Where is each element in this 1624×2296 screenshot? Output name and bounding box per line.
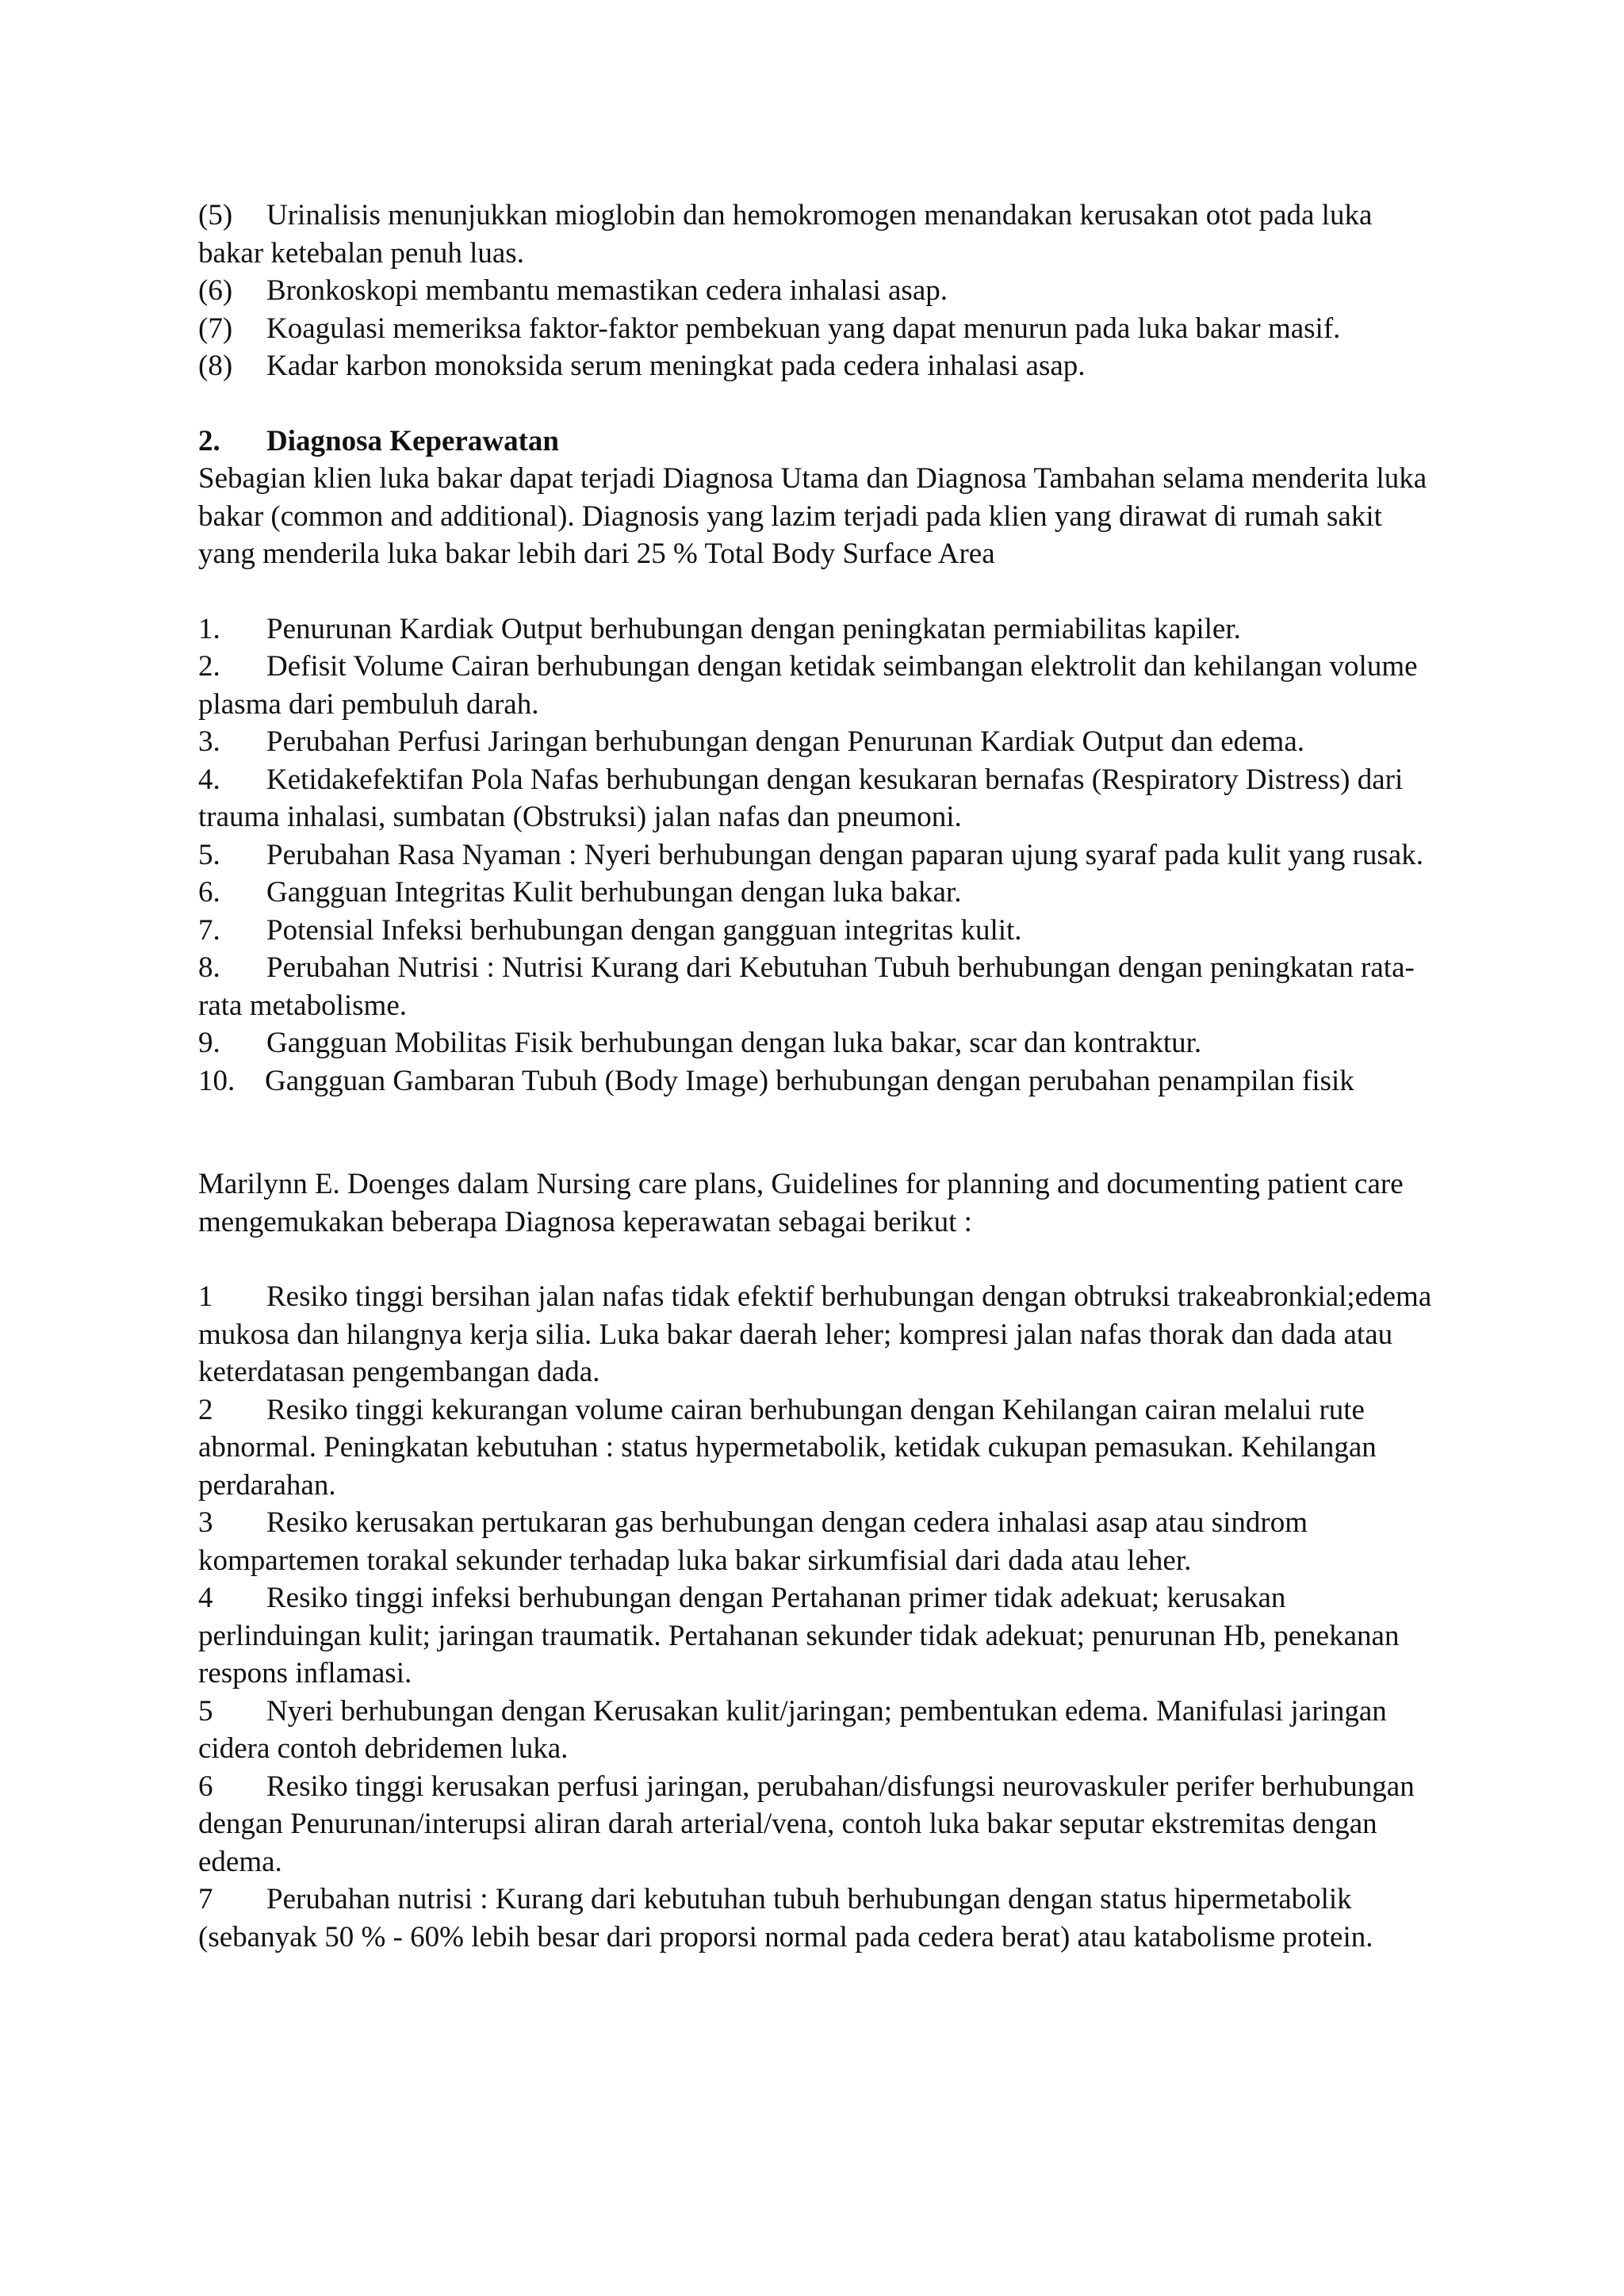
diagnosis-number: 1.	[198, 612, 220, 645]
diagnosis-item	[198, 610, 1435, 649]
diagnosis-text: Gangguan Integritas Kulit berhubungan dengan luka bakar.	[266, 876, 962, 909]
lab-item-number: (7)	[198, 312, 233, 345]
doenges-item-number: 1	[198, 1280, 213, 1313]
diagnosis-text: Gangguan Mobilitas Fisik berhubungan dengan luka bakar, scar dan kontraktur.	[266, 1027, 1202, 1059]
diagnosis-item	[198, 1062, 1435, 1100]
page-content	[198, 197, 1435, 1956]
diagnosis-number: 4.	[198, 763, 220, 796]
diagnosis-number: 3.	[198, 725, 220, 758]
doenges-item	[198, 1391, 1435, 1505]
doenges-item-text: Perubahan nutrisi : Kurang dari kebutuhan tubuh berhubungan dengan status hipermetabolik (sebanyak 50 % - 60% lebih besar dari proporsi normal pada cedera berat) atau katabolisme protein.	[198, 1883, 1373, 1954]
section-number: 2.	[198, 424, 220, 457]
section-heading	[198, 423, 1435, 461]
lab-item-number: (6)	[198, 274, 233, 307]
lab-item-number: (8)	[198, 350, 233, 382]
diagnosis-item	[198, 874, 1435, 912]
doenges-item-text: Resiko tinggi bersihan jalan nafas tidak efektif berhubungan dengan obtruksi trakeabronkial;edema mukosa dan hilangnya kerja silia. Luka bakar daerah leher; kompresi jalan nafas thorak dan dada atau keterdatasan pengembangan dada.	[198, 1280, 1432, 1388]
diagnosis-item	[198, 723, 1435, 761]
doenges-item	[198, 1504, 1435, 1579]
diagnosis-number: 2.	[198, 650, 220, 683]
diagnosis-text: Perubahan Perfusi Jaringan berhubungan dengan Penurunan Kardiak Output dan edema.	[266, 725, 1305, 758]
lab-item-text: Urinalisis menunjukkan mioglobin dan hemokromogen menandakan kerusakan otot pada luka bakar ketebalan penuh luas.	[198, 199, 1373, 270]
doenges-diagnosis-list	[198, 1278, 1435, 1956]
doenges-item-number: 6	[198, 1770, 213, 1803]
lab-item-text: Kadar karbon monoksida serum meningkat pada cedera inhalasi asap.	[266, 350, 1086, 382]
lab-item	[198, 347, 1435, 385]
diagnosis-item	[198, 949, 1435, 1024]
lab-item-text: Bronkoskopi membantu memastikan cedera inhalasi asap.	[266, 274, 948, 307]
diagnosis-item	[198, 648, 1435, 723]
doenges-item-number: 2	[198, 1393, 213, 1426]
doenges-item-text: Resiko tinggi kekurangan volume cairan berhubungan dengan Kehilangan cairan melalui rute abnormal. Peningkatan kebutuhan : status hypermetabolik, ketidak cukupan pemasukan. Kehilangan perdarahan.	[198, 1393, 1377, 1502]
section-title: Diagnosa Keperawatan	[266, 424, 559, 457]
lab-item	[198, 197, 1435, 272]
doenges-item-text: Resiko kerusakan pertukaran gas berhubungan dengan cedera inhalasi asap atau sindrom kompartemen torakal sekunder terhadap luka bakar sirkumfisial dari dada atau leher.	[198, 1506, 1308, 1577]
doenges-intro: Marilynn E. Doenges dalam Nursing care plans, Guidelines for planning and documenting patient care mengemukakan beberapa Diagnosa keperawatan sebagai berikut :	[198, 1168, 1404, 1238]
doenges-item-number: 5	[198, 1694, 213, 1728]
diagnosis-number: 8.	[198, 951, 220, 984]
diagnosis-item	[198, 1024, 1435, 1062]
diagnosis-text: Ketidakefektifan Pola Nafas berhubungan dengan kesukaran bernafas (Respiratory Distress) dari trauma inhalasi, sumbatan (Obstruksi) jalan nafas dan pneumoni.	[198, 763, 1404, 833]
diagnosis-item	[198, 836, 1435, 874]
doenges-item	[198, 1579, 1435, 1693]
diagnosis-text: Perubahan Nutrisi : Nutrisi Kurang dari Kebutuhan Tubuh berhubungan dengan peningkatan rata-rata metabolisme.	[198, 951, 1415, 1022]
diagnosis-text: Penurunan Kardiak Output berhubungan dengan peningkatan permiabilitas kapiler.	[266, 612, 1241, 645]
doenges-item-number: 4	[198, 1582, 213, 1614]
diagnosis-number: 6.	[198, 876, 220, 909]
diagnosis-text: Gangguan Gambaran Tubuh (Body Image) berhubungan dengan perubahan penampilan fisik	[265, 1064, 1354, 1097]
lab-item	[198, 310, 1435, 348]
diagnosis-item	[198, 761, 1435, 836]
doenges-item	[198, 1278, 1435, 1391]
diagnosis-number: 10.	[198, 1064, 236, 1097]
diagnosis-list	[198, 610, 1435, 1100]
diagnosis-text: Potensial Infeksi berhubungan dengan gangguan integritas kulit.	[266, 913, 1022, 947]
doenges-item-text: Nyeri berhubungan dengan Kerusakan kulit/jaringan; pembentukan edema. Manifulasi jaringan cidera contoh debridemen luka.	[198, 1694, 1387, 1765]
lab-item-text: Koagulasi memeriksa faktor-faktor pembekuan yang dapat menurun pada luka bakar masif.	[266, 312, 1341, 345]
doenges-item-number: 3	[198, 1506, 213, 1539]
diagnosis-text: Perubahan Rasa Nyaman : Nyeri berhubungan dengan paparan ujung syaraf pada kulit yang rusak.	[266, 838, 1423, 871]
section-intro: Sebagian klien luka bakar dapat terjadi Diagnosa Utama dan Diagnosa Tambahan selama menderita luka bakar (common and additional). Diagnosis yang lazim terjadi pada klien yang dirawat di rumah sakit yang menderila luka bakar lebih dari 25 % Total Body Surface Area	[198, 462, 1427, 570]
doenges-item	[198, 1768, 1435, 1881]
doenges-item-text: Resiko tinggi kerusakan perfusi jaringan, perubahan/disfungsi neurovaskuler perifer berhubungan dengan Penurunan/interupsi aliran darah arterial/vena, contoh luka bakar seputar ekstremitas dengan edema.	[198, 1770, 1415, 1878]
doenges-item	[198, 1881, 1435, 1956]
lab-findings-list	[198, 197, 1435, 385]
diagnosis-number: 9.	[198, 1027, 220, 1059]
diagnosis-number: 5.	[198, 838, 220, 871]
doenges-item-number: 7	[198, 1883, 213, 1915]
lab-item-number: (5)	[198, 199, 233, 232]
doenges-item	[198, 1693, 1435, 1768]
diagnosis-text: Defisit Volume Cairan berhubungan dengan ketidak seimbangan elektrolit dan kehilangan volume plasma dari pembuluh darah.	[198, 650, 1418, 721]
lab-item	[198, 272, 1435, 310]
diagnosis-number: 7.	[198, 913, 220, 947]
doenges-item-text: Resiko tinggi infeksi berhubungan dengan Pertahanan primer tidak adekuat; kerusakan perlinduingan kulit; jaringan traumatik. Pertahanan sekunder tidak adekuat; penurunan Hb, penekanan respons inflamasi.	[198, 1582, 1400, 1689]
diagnosis-item	[198, 912, 1435, 950]
